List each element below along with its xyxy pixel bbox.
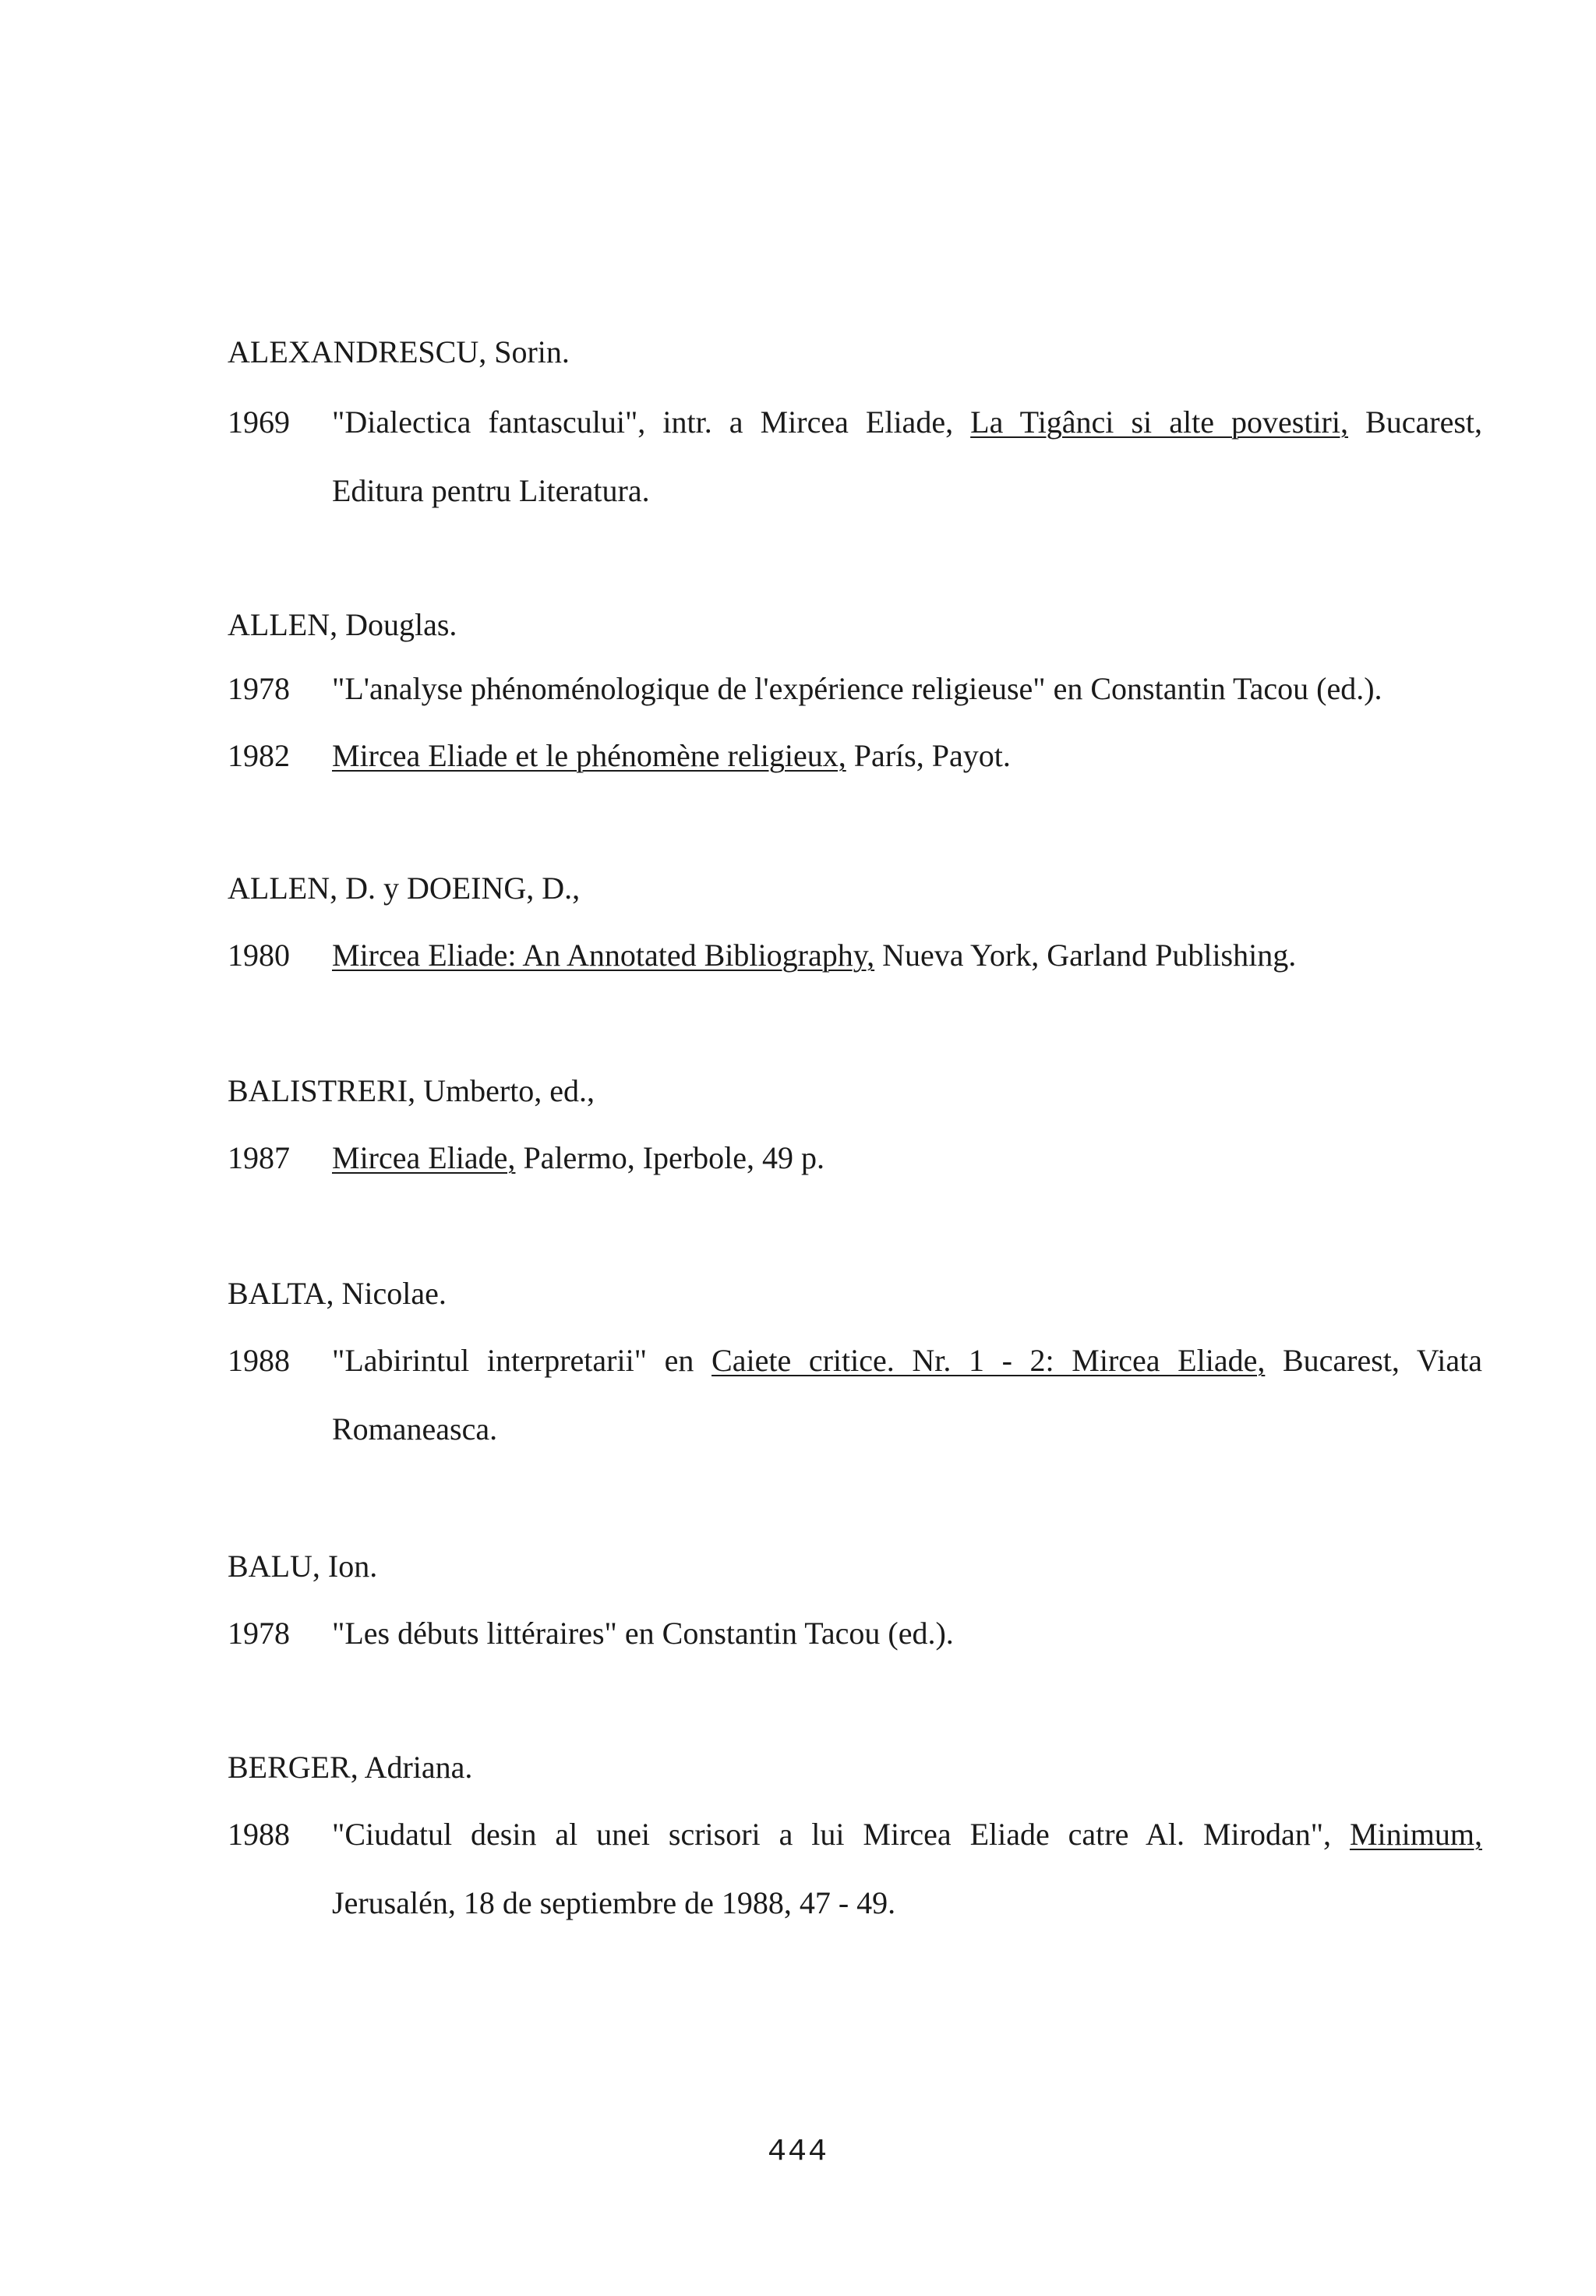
- entry-line: [332, 937, 1296, 974]
- bibliography-entry: [228, 937, 1482, 974]
- author-heading: BALU, Ion.: [228, 1549, 378, 1584]
- entry-title: Mircea Eliade et le phénomène religieux,: [332, 738, 846, 773]
- entry-year: 1982: [228, 738, 290, 773]
- entry-title: La Tigânci si alte povestiri,: [970, 404, 1348, 440]
- entry-text: "Ciudatul desin al unei scrisori a lui Mircea Eliade catre Al. Mirodan",: [332, 1817, 1350, 1852]
- entry-line: [332, 737, 1011, 775]
- entry-text: Palermo, Iperbole, 49 p.: [515, 1140, 824, 1175]
- entry-title: Minimum,: [1349, 1817, 1482, 1852]
- entry-year: 1980: [228, 938, 290, 973]
- entry-title: Mircea Eliade: An Annotated Bibliography,: [332, 938, 875, 973]
- entry-line: [332, 1342, 1482, 1379]
- author-heading: ALLEN, Douglas.: [228, 607, 457, 642]
- entry-year: 1988: [228, 1343, 290, 1378]
- author-heading: BALISTRERI, Umberto, ed.,: [228, 1073, 595, 1108]
- entry-text: París, Payot.: [846, 738, 1011, 773]
- entry-year: 1987: [228, 1140, 290, 1175]
- entry-line: [332, 1816, 1482, 1853]
- author-heading: ALLEN, D. y DOEING, D.,: [228, 871, 581, 906]
- entry-line: [332, 1139, 824, 1177]
- bibliography-entry: [228, 1615, 1482, 1652]
- entry-year: 1978: [228, 1616, 290, 1651]
- bibliography-entry: [228, 404, 1482, 513]
- entry-line: Jerusalén, 18 de septiembre de 1988, 47 - 49.: [332, 1885, 896, 1920]
- entry-line: Romaneasca.: [332, 1411, 498, 1446]
- entry-title: Mircea Eliade,: [332, 1140, 516, 1175]
- entry-line: [332, 404, 1482, 441]
- bibliography-entry: [228, 1139, 1482, 1177]
- author-heading: BERGER, Adriana.: [228, 1750, 473, 1785]
- entry-text: Bucarest, Viata: [1265, 1343, 1483, 1378]
- entry-line: Editura pentru Literatura.: [332, 473, 650, 508]
- bibliography-entry: [228, 670, 1482, 708]
- entry-year: 1969: [228, 404, 290, 440]
- entry-text: "Labirintul interpretarii" en: [332, 1343, 712, 1378]
- bibliography-entry: [228, 1342, 1482, 1451]
- entry-title: Caiete critice. Nr. 1 - 2: Mircea Eliade,: [711, 1343, 1266, 1378]
- author-heading: ALEXANDRESCU, Sorin.: [228, 334, 570, 369]
- entry-year: 1978: [228, 671, 290, 706]
- bibliography-entry: [228, 1816, 1482, 1925]
- entry-text: "Les débuts littéraires" en Constantin Tacou (ed.).: [332, 1616, 954, 1651]
- bibliography-entry: [228, 737, 1482, 775]
- entry-text: Nueva York, Garland Publishing.: [874, 938, 1297, 973]
- author-heading: BALTA, Nicolae.: [228, 1276, 447, 1311]
- entry-year: 1988: [228, 1817, 290, 1852]
- entry-text: "L'analyse phénoménologique de l'expérience religieuse" en Constantin Tacou (ed.).: [332, 671, 1382, 706]
- entry-text: Bucarest,: [1348, 404, 1482, 440]
- page-number: 444: [767, 2135, 828, 2170]
- entry-text: "Dialectica fantascului", intr. a Mircea Eliade,: [332, 404, 971, 440]
